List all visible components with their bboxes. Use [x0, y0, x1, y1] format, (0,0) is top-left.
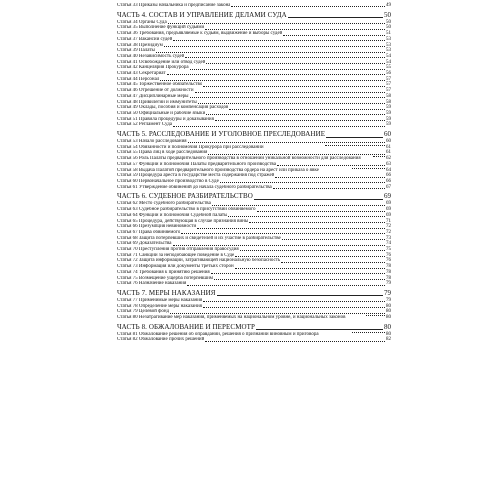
dot-leader: [228, 216, 385, 217]
dot-leader: [164, 46, 385, 47]
page-number: 75: [386, 247, 391, 253]
section-title: ЧАСТЬ 4. СОСТАВ И УПРАВЛЕНИЕ ДЕЛАМИ СУДА: [117, 10, 287, 19]
page-number: 59: [386, 110, 391, 116]
entry-title: Статья 59 Процедура ареста в государстве места содержания под стражей: [117, 173, 275, 179]
entry-title: Статья 71 Санкции за неподобающее поведение в Суде: [117, 252, 235, 258]
page-number: 50: [384, 10, 391, 19]
toc-section-heading: [117, 11, 391, 20]
entry-title: Статья 46 Отрешение от должности: [117, 88, 194, 94]
toc-section-heading: [117, 289, 391, 298]
entry-title: Статья 39 Палаты: [117, 48, 155, 54]
dot-leader: [205, 29, 385, 30]
entry-title: Статья 76 Назначение наказания: [117, 281, 187, 287]
entry-title: Статья 77 Применимые меры наказания: [117, 297, 203, 303]
dot-leader: [229, 109, 385, 110]
dot-leader: [283, 35, 385, 36]
page-number: 80: [386, 303, 391, 309]
dot-leader: [273, 188, 385, 189]
dot-leader: [211, 273, 385, 274]
entry-title: Статья 57 Функции и полномочия Палаты предварительного производства: [117, 161, 276, 167]
dot-leader: [198, 103, 385, 104]
dot-leader: [325, 145, 385, 146]
dot-leader: [160, 80, 385, 81]
entry-title: Статья 52 Регламент Суда: [117, 122, 172, 128]
entry-title: Статья 48 Привилегии и иммунитеты: [117, 99, 197, 105]
page-number: 63: [386, 161, 391, 167]
dot-leader: [257, 211, 385, 212]
entry-title: Статья 64 Функции и полномочия Судебной палаты: [117, 212, 228, 218]
page-number: 73: [386, 235, 391, 241]
page-number: 57: [386, 76, 391, 82]
toc-section-heading: [117, 323, 391, 332]
dot-leader: [326, 137, 383, 138]
entry-title: Статья 66 Презумпция невиновности: [117, 224, 197, 230]
dot-leader: [170, 313, 385, 314]
page-number: 54: [386, 59, 391, 65]
entry-title: Статья 70 Преступления против отправления правосудия: [117, 247, 239, 253]
dot-leader: [181, 233, 385, 234]
page-number: 56: [386, 71, 391, 77]
page-number: 76: [386, 258, 391, 264]
entry-title: Статья 54 Обязанности и полномочия Прокурора при расследовании: [117, 144, 264, 150]
page-number: 72: [386, 229, 391, 235]
entry-title: Статья 72 Защита информации, затрагивающей национальную безопасность: [117, 258, 281, 264]
entry-title: Статья 37 Вакансии судей: [117, 36, 173, 42]
dot-leader: [205, 341, 385, 342]
entry-title: Статья 80 Незатрагивание мер наказания, применяемых на национальном уровне, и национальных законов: [117, 315, 346, 321]
dot-leader: [168, 23, 385, 24]
dot-leader: [282, 239, 385, 240]
entry-title: Статья 65 Процедура, действующая в случае признания вины: [117, 218, 249, 224]
page-number: 60: [384, 130, 391, 139]
entry-title: Статья 33 Приказы начальника и предписание закона: [117, 3, 231, 8]
page-number: 66: [386, 173, 391, 179]
page-number: 54: [386, 53, 391, 59]
dot-leader: [352, 332, 385, 333]
page-number: 66: [386, 178, 391, 184]
dot-leader: [185, 57, 385, 58]
toc-section-heading: [117, 192, 391, 201]
dot-leader: [231, 6, 385, 7]
table-of-contents: [117, 3, 391, 343]
entry-title: Статья 56 Роль Палаты предварительного производства в отношении уникальной возможности для расследования: [117, 156, 361, 162]
entry-title: Статья 41 Освобождение или отвод судей: [117, 59, 206, 65]
toc-entry: [117, 337, 391, 343]
dot-leader: [173, 126, 385, 127]
toc-entry: [117, 3, 391, 9]
page-number: 55: [386, 65, 391, 71]
page-number: 80: [384, 322, 391, 331]
page-number: 50: [386, 25, 391, 31]
entry-title: Статья 63 Судебное разбирательство в присутствии обвиняемого: [117, 207, 256, 213]
dot-leader: [156, 52, 385, 53]
dot-leader: [167, 74, 385, 75]
dot-leader: [190, 97, 385, 98]
page-number: 58: [386, 93, 391, 99]
dot-leader: [203, 301, 385, 302]
dot-leader: [277, 165, 385, 166]
entry-title: Статья 79 Целевой фонд: [117, 309, 170, 315]
dot-leader: [212, 205, 385, 206]
entry-title: Статья 82 Обжалование прочих решений: [117, 337, 205, 343]
dot-leader: [240, 250, 385, 251]
page-number: 61: [386, 150, 391, 156]
entry-title: Статья 69 Доказательства: [117, 241, 172, 247]
page-number: 53: [386, 36, 391, 42]
entry-title: Статья 51 Правила процедуры и доказывания: [117, 116, 214, 122]
dot-leader: [214, 279, 385, 280]
page-number: 79: [386, 281, 391, 287]
entry-title: Статья 74 Требования к принятию решения: [117, 269, 210, 275]
page-number: 76: [386, 252, 391, 258]
page-number: 69: [386, 201, 391, 207]
dot-leader: [195, 92, 385, 93]
dot-leader: [256, 329, 383, 330]
entry-title: Статья 42 Канцелярия Прокурора: [117, 65, 189, 71]
page-number: 57: [386, 88, 391, 94]
entry-title: Статья 47 Дисциплинарные меры: [117, 93, 189, 99]
page-number: 69: [386, 207, 391, 213]
page-number: 53: [386, 48, 391, 54]
page-number: 62: [386, 156, 391, 162]
entry-title: Статья 58 Выдача Палатой предварительного производства ордера на арест или приказа о явке: [117, 167, 319, 173]
section-title: ЧАСТЬ 5. РАССЛЕДОВАНИЕ И УГОЛОВНОЕ ПРЕСЛЕДОВАНИЕ: [117, 130, 326, 139]
page-number: 74: [386, 241, 391, 247]
dot-leader: [373, 156, 385, 157]
page-number: 51: [386, 31, 391, 37]
entry-title: Статья 35 Выполнение функций судьями: [117, 25, 205, 31]
page-number: 69: [384, 192, 391, 201]
dot-leader: [249, 222, 385, 223]
entry-title: Статья 75 Возмещение ущерба потерпевшим: [117, 275, 213, 281]
dot-leader: [197, 228, 385, 229]
entry-title: Статья 67 Права обвиняемого: [117, 229, 181, 235]
dot-leader: [173, 245, 385, 246]
entry-title: Статья 34 Органы Суда: [117, 19, 167, 25]
page-number: 58: [386, 99, 391, 105]
dot-leader: [288, 17, 383, 18]
entry-title: Статья 61 Утверждение обвинений до начала судебного разбирательства: [117, 184, 272, 190]
entry-title: Статья 38 Президиум: [117, 42, 163, 48]
dot-leader: [275, 177, 385, 178]
dot-leader: [203, 307, 385, 308]
entry-title: Статья 60 Первоначальное производство в Суде: [117, 178, 219, 184]
entry-title: Статья 36 Требования, предъявляемые к судьям, выдвижение и выборы судей: [117, 31, 283, 37]
entry-title: Статья 49 Оклады, пособия и компенсация расходов: [117, 105, 229, 111]
page-number: 78: [386, 275, 391, 281]
toc-entry: [117, 281, 391, 287]
dot-leader: [187, 285, 385, 286]
page-number: 50: [386, 19, 391, 25]
dot-leader: [352, 168, 385, 169]
section-title: ЧАСТЬ 6. СУДЕБНОЕ РАЗБИРАТЕЛЬСТВО: [117, 192, 253, 201]
dot-leader: [281, 262, 385, 263]
page-number: 64: [386, 167, 391, 173]
page-number: 53: [386, 42, 391, 48]
page-number: 79: [386, 297, 391, 303]
page-number: 57: [386, 82, 391, 88]
page-number: 82: [386, 337, 391, 343]
page-number: 59: [386, 105, 391, 111]
toc-entry: [117, 315, 391, 321]
entry-title: Статья 62 Место судебного разбирательства: [117, 201, 211, 207]
dot-leader: [235, 256, 385, 257]
entry-title: Статья 40 Независимость судей: [117, 53, 185, 59]
entry-title: Статья 50 Официальные и рабочие языки: [117, 110, 206, 116]
toc-section-heading: [117, 130, 391, 139]
entry-title: Статья 73 Информация или документы третьих сторон: [117, 264, 234, 270]
page-number: 69: [386, 212, 391, 218]
entry-title: Статья 78 Определение меры наказания: [117, 303, 202, 309]
entry-title: Статья 81 Обжалование решения об оправдании, решения о признании виновным и приговора: [117, 331, 319, 337]
page-number: 79: [384, 288, 391, 297]
dot-leader: [217, 295, 383, 296]
dot-leader: [188, 142, 385, 143]
page-number: 59: [386, 122, 391, 128]
dot-leader: [173, 40, 385, 41]
entry-title: Статья 45 Торжественное обязательство: [117, 82, 203, 88]
section-title: ЧАСТЬ 7. МЕРЫ НАКАЗАНИЯ: [117, 288, 216, 297]
page-number: 49: [386, 3, 391, 8]
page-number: 72: [386, 224, 391, 230]
page-number: 80: [386, 315, 391, 321]
page-number: 61: [386, 144, 391, 150]
entry-title: Статья 53 Начало расследования: [117, 139, 187, 145]
dot-leader: [190, 69, 385, 70]
toc-entry: [117, 122, 391, 128]
page-number: 67: [386, 184, 391, 190]
dot-leader: [254, 199, 383, 200]
page-number: 59: [386, 116, 391, 122]
dot-leader: [215, 120, 385, 121]
page-number: 60: [386, 139, 391, 145]
entry-title: Статья 44 Персонал: [117, 76, 160, 82]
page-number: 78: [386, 269, 391, 275]
dot-leader: [366, 315, 385, 316]
entry-title: Статья 43 Секретариат: [117, 71, 166, 77]
page-number: 78: [386, 264, 391, 270]
section-title: ЧАСТЬ 8. ОБЖАЛОВАНИЕ И ПЕРЕСМОТР: [117, 322, 256, 331]
page-number: 80: [386, 309, 391, 315]
dot-leader: [235, 268, 385, 269]
entry-title: Статья 55 Права лиц в ходе расследования: [117, 150, 208, 156]
toc-entry: [117, 185, 391, 191]
page-number: 71: [386, 218, 391, 224]
dot-leader: [206, 114, 385, 115]
dot-leader: [206, 63, 385, 64]
dot-leader: [208, 154, 385, 155]
page-number: 80: [386, 331, 392, 337]
entry-title: Статья 68 Защита потерпевших и свидетелей и их участие в разбирательстве: [117, 235, 281, 241]
dot-leader: [220, 182, 385, 183]
dot-leader: [203, 86, 385, 87]
